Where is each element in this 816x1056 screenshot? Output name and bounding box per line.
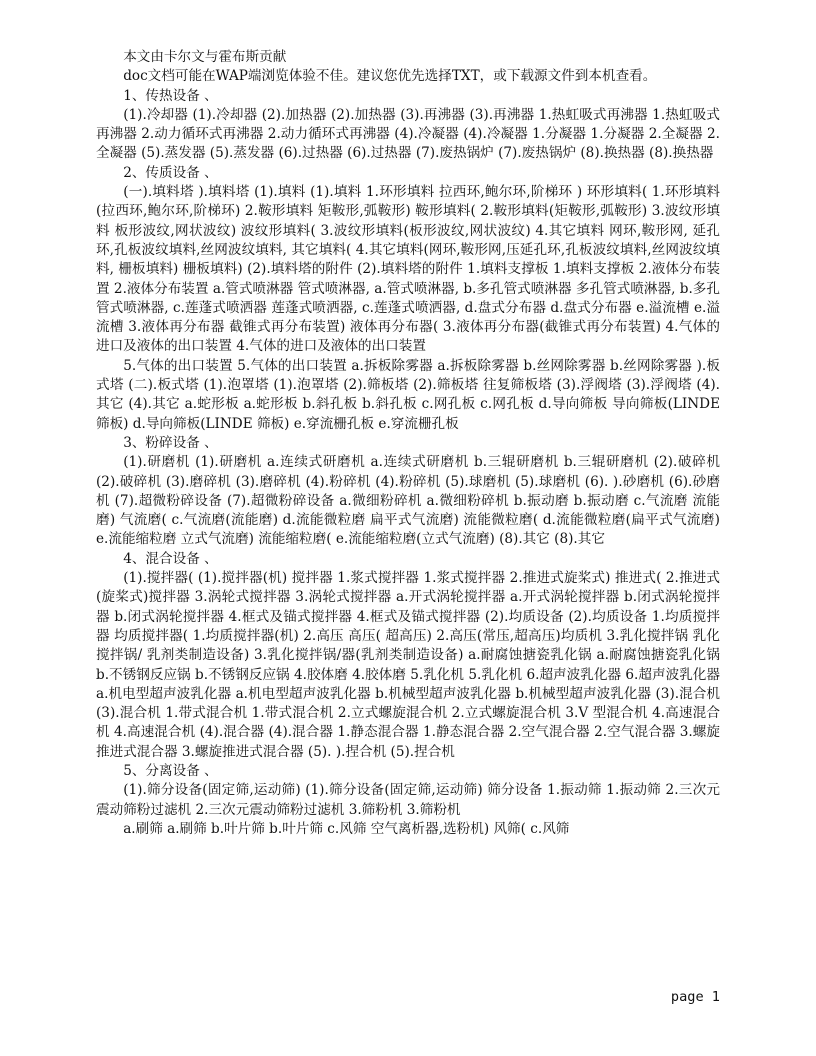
paragraph-packed-tower: (一).填料塔 ).填料塔 (1).填料 (1).填料 1.环形填料 拉西环,鲍尔环,阶梯环 ) 环形填料( 1.环形填料(拉西环,鲍尔环,阶梯环) 2.鞍形填料 矩鞍形,弧鞍形) 鞍形填料( 2.鞍形填料(矩鞍形,弧鞍形) 3.波纹形填料 板形波纹,网状波纹) 波纹形填料( 3.波纹形填料(板形波纹,网状波纹) 4.其它填料 网环,鞍形网, 延孔环,孔板波纹填料,丝网波纹填料, 其它填料( 4.其它填料(网环,鞍形网,压延孔环,孔板波纹填料,丝网波纹填料, 栅板填料) 栅板填料) (2).填料塔的附件 (2).填料塔的附件 1.填料支撑板 1.填料支撑板 2.液体分布装置 2.液体分布装置 a.管式喷淋器 管式喷淋器, a.管式喷淋器, b.多孔管式喷淋器 多孔管式喷淋器, b.多孔管式喷淋器, c.莲蓬式喷洒器 莲蓬式喷洒器, c.莲蓬式喷洒器, d.盘式分布器 d.盘式分布器 e.溢流槽 e.溢流槽 3.液体再分布器 截锥式再分布装置) 液体再分布器( 3.液体再分布器(截锥式再分布装置) 4.气体的进口及液体的出口装置 4.气体的进口及液体的出口装置 xyxy=(96,184,720,355)
paragraph-notice: doc文档可能在WAP端浏览体验不佳。建议您优先选择TXT，或下载源文件到本机查看。 xyxy=(123,68,657,85)
section-heading-crushing: 3、粉碎设备 、 xyxy=(123,434,218,451)
section-heading-separation: 5、分离设备 、 xyxy=(123,762,218,779)
page-number: page 1 xyxy=(670,989,720,1005)
section-heading-mixing: 4、混合设备 、 xyxy=(123,550,218,567)
document-body xyxy=(96,48,720,839)
paragraph-mixing-items: (1).搅拌器( (1).搅拌器(机) 搅拌器 1.浆式搅拌器 1.浆式搅拌器 2.推进式旋桨式) 推进式( 2.推进式(旋桨式)搅拌器 3.涡轮式搅拌器 3.涡轮式搅拌器 a.开式涡轮搅拌器 a.开式涡轮搅拌器 b.闭式涡轮搅拌器 b.闭式涡轮搅拌器 4.框式及锚式搅拌器 4.框式及锚式搅拌器 (2).均质设备 (2).均质设备 1.均质搅拌器 均质搅拌器( 1.均质搅拌器(机) 2.高压 高压( 超高压) 2.高压(常压,超高压)均质机 3.乳化搅拌锅 乳化搅拌锅/ 乳剂类制造设备) 3.乳化搅拌锅/器(乳剂类制造设备) a.耐腐蚀搪瓷乳化锅 a.耐腐蚀搪瓷乳化锅 b.不锈钢反应锅 b.不锈钢反应锅 4.胶体磨 4.胶体磨 5.乳化机 5.乳化机 6.超声波乳化器 6.超声波乳化器 a.机电型超声波乳化器 a.机电型超声波乳化器 b.机械型超声波乳化器 b.机械型超声波乳化器 (3).混合机 (3).混合机 1.带式混合机 1.带式混合机 2.立式螺旋混合机 2.立式螺旋混合机 3.V 型混合机 4.高速混合机 4.高速混合机 (4).混合器 (4).混合器 1.静态混合器 1.静态混合器 2.空气混合器 2.空气混合器 3.螺旋推进式混合器 3.螺旋推进式混合器 (5). ).捏合机 (5).捏合机 xyxy=(96,570,721,760)
section-heading-heat-transfer: 1、传热设备 、 xyxy=(123,87,218,104)
paragraph-heat-transfer-items: (1).冷却器 (1).冷却器 (2).加热器 (2).加热器 (3).再沸器 (3).再沸器 1.热虹吸式再沸器 1.热虹吸式再沸器 2.动力循环式再沸器 2.动力循环式再沸器 (4).冷凝器 (4).冷凝器 1.分凝器 1.分凝器 2.全凝器 2.全凝器 (5).蒸发器 (5).蒸发器 (6).过热器 (6).过热器 (7).废热锅炉 (7).废热锅炉 (8).换热器 (8).换热器 xyxy=(96,106,720,162)
paragraph-screening: (1).筛分设备(固定筛,运动筛) (1).筛分设备(固定筛,运动筛) 筛分设备 1.振动筛 1.振动筛 2.三次元震动筛粉过滤机 2.三次元震动筛粉过滤机 3.筛粉机 3.筛粉机 xyxy=(96,782,720,818)
paragraph-crushing-items: (1).研磨机 (1).研磨机 a.连续式研磨机 a.连续式研磨机 b.三辊研磨机 b.三辊研磨机 (2).破碎机 (2).破碎机 (3).磨碎机 (3).磨碎机 (4).粉碎机 (4).粉碎机 (5).球磨机 (5).球磨机 (6). ).砂磨机 (6).砂磨机 (7).超微粉碎设备 (7).超微粉碎设备 a.微细粉碎机 a.微细粉碎机 b.振动磨 b.振动磨 c.气流磨 流能磨) 气流磨( c.气流磨(流能磨) d.流能微粒磨 扁平式气流磨) 流能微粒磨( d.流能微粒磨(扁平式气流磨) e.流能缩粒磨 立式气流磨) 流能缩粒磨( e.流能缩粒磨(立式气流磨) (8).其它 (8).其它 xyxy=(96,454,720,548)
section-heading-mass-transfer: 2、传质设备 、 xyxy=(123,164,218,181)
paragraph-contributor: 本文由卡尔文与霍布斯贡献 xyxy=(123,49,287,65)
paragraph-plate-tower: 5.气体的出口装置 5.气体的出口装置 a.拆板除雾器 a.拆板除雾器 b.丝网除雾器 b.丝网除雾器 ).板式塔 (二).板式塔 (1).泡罩塔 (1).泡罩塔 (2).筛板塔 (2).筛板塔 往复筛板塔 (3).浮阀塔 (3).浮阀塔 (4).其它 (4).其它 a.蛇形板 a.蛇形板 b.斜孔板 b.斜孔板 c.网孔板 c.网孔板 d.导向筛板 导向筛板(LINDE 筛板) d.导向筛板(LINDE 筛板) e.穿流栅孔板 e.穿流栅孔板 xyxy=(96,357,720,432)
paragraph-screen-types: a.刷筛 a.刷筛 b.叶片筛 b.叶片筛 c.风筛 空气离析器,选粉机) 风筛( c.风筛 xyxy=(123,820,570,837)
